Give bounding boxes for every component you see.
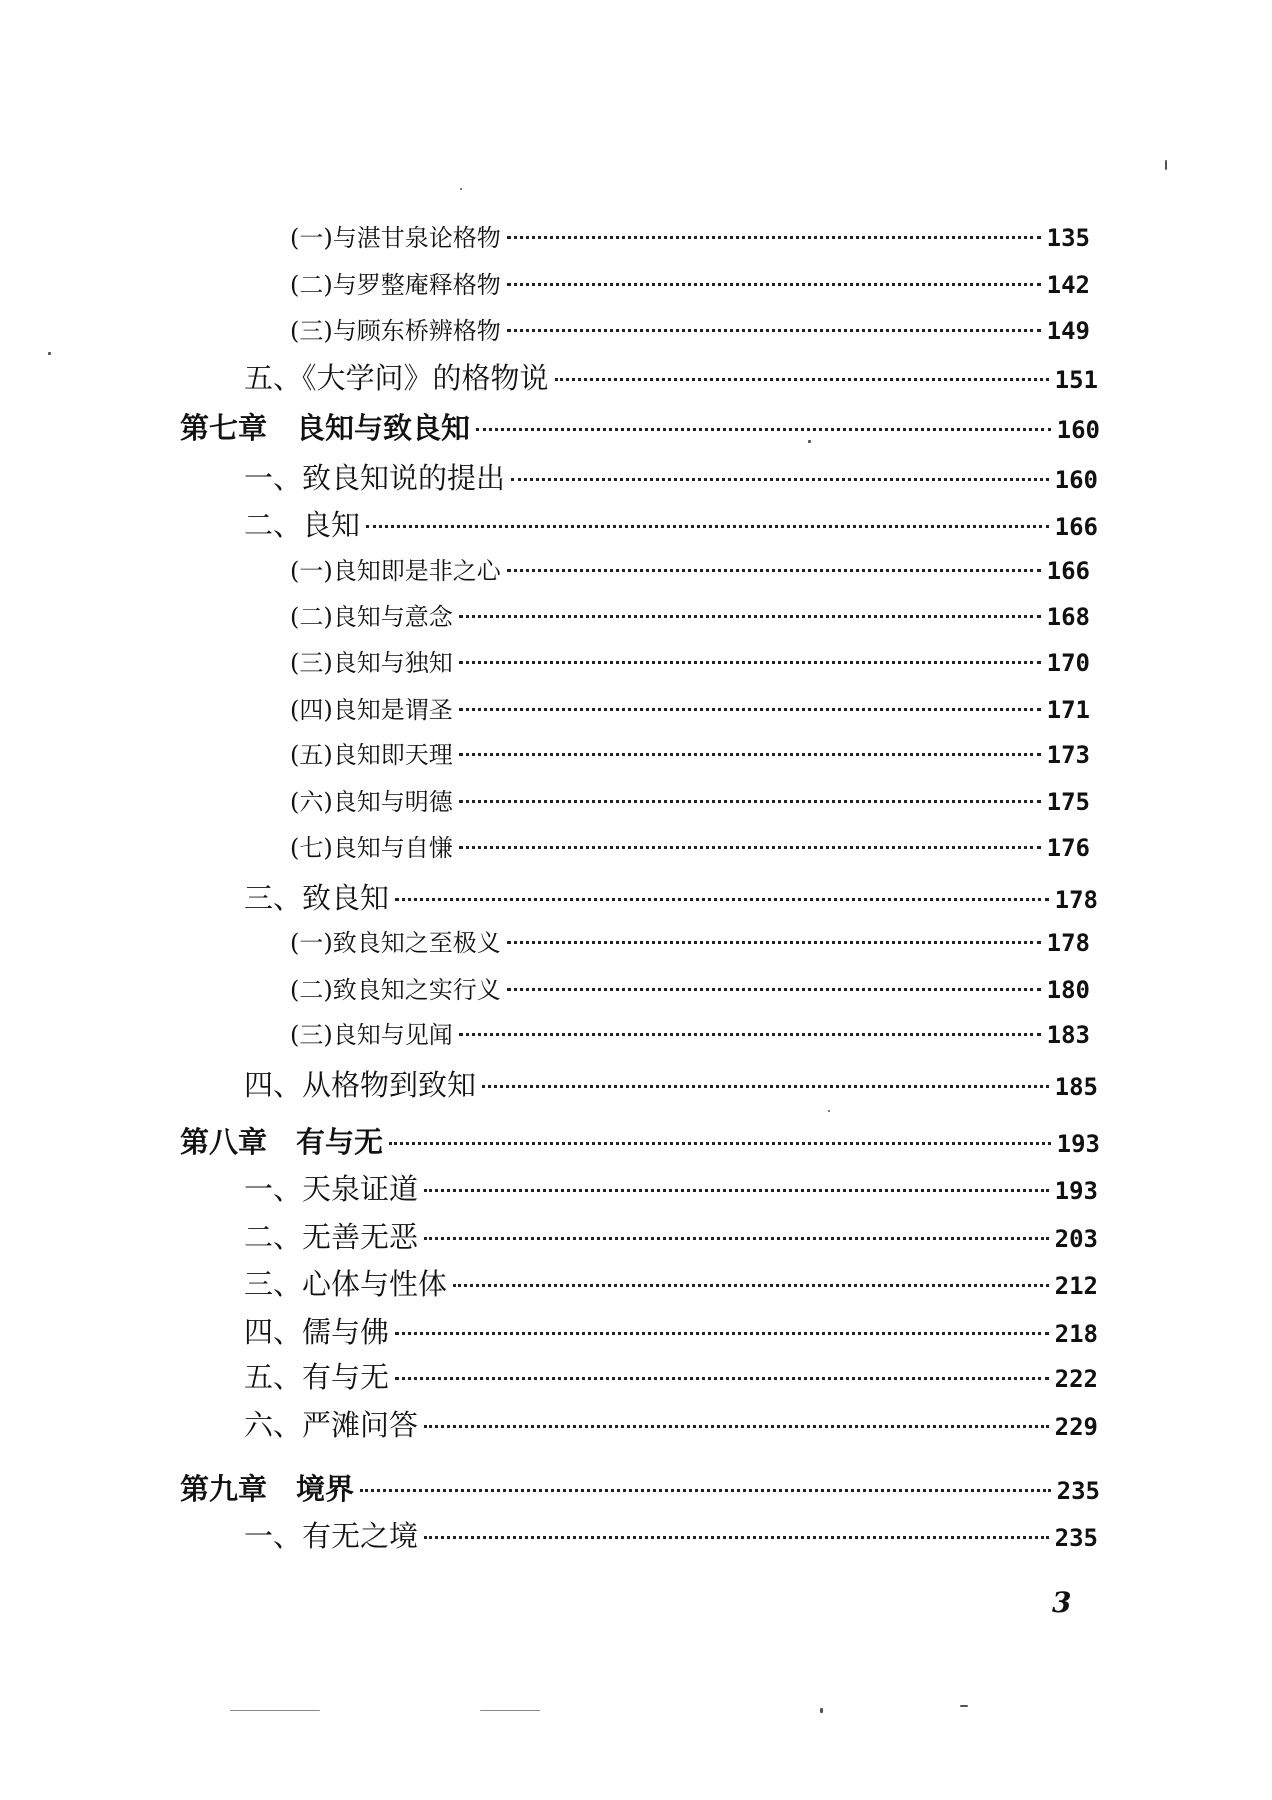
toc-entry-page: 170 — [1046, 649, 1090, 677]
toc-entry-page: 149 — [1046, 317, 1090, 345]
dot-leader — [459, 708, 1041, 711]
toc-entry-page: 193 — [1056, 1130, 1100, 1158]
scan-speck — [960, 1705, 968, 1707]
toc-entry-page: 160 — [1054, 466, 1098, 494]
toc-entry-page: 173 — [1046, 741, 1090, 769]
toc-entry-page: 166 — [1046, 557, 1090, 585]
toc-entry-page: 142 — [1046, 271, 1090, 299]
toc-chapter-entry — [180, 406, 1100, 446]
dot-leader — [424, 1237, 1049, 1240]
dot-leader — [507, 283, 1041, 286]
toc-entry-page: 229 — [1054, 1413, 1098, 1441]
toc-chapter-entry — [180, 1467, 1100, 1507]
toc-entry-page: 175 — [1046, 788, 1090, 816]
toc-entry-title: (一)与湛甘泉论格物 — [290, 224, 501, 252]
dot-leader — [459, 1033, 1041, 1036]
dot-leader — [395, 898, 1049, 901]
toc-entry-title: 五、《大学问》的格物说 — [244, 361, 549, 395]
dot-leader — [459, 661, 1041, 664]
toc-entry-title: (六)良知与明德 — [290, 788, 453, 816]
dot-leader — [424, 1189, 1049, 1192]
dot-leader — [507, 941, 1041, 944]
toc-subsection-entry — [290, 1015, 1090, 1049]
toc-subsection-entry — [290, 218, 1090, 252]
toc-entry-title: 一、有无之境 — [244, 1519, 419, 1553]
toc-entry-title: (五)良知即天理 — [290, 741, 453, 769]
toc-section-entry — [244, 1310, 1098, 1350]
dot-leader — [476, 428, 1051, 431]
toc-subsection-entry — [290, 735, 1090, 769]
dot-leader — [555, 378, 1049, 381]
toc-subsection-entry — [290, 690, 1090, 724]
toc-entry-page: 180 — [1046, 976, 1090, 1004]
toc-subsection-entry — [290, 265, 1090, 299]
toc-entry-title: (三)与顾东桥辨格物 — [290, 317, 501, 345]
toc-entry-page: 235 — [1056, 1477, 1100, 1505]
dot-leader — [395, 1332, 1049, 1335]
toc-chapter-entry — [180, 1120, 1100, 1160]
dot-leader — [507, 988, 1041, 991]
scan-speck — [480, 1710, 540, 1711]
toc-entry-page: 160 — [1056, 416, 1100, 444]
toc-entry-title: (四)良知是谓圣 — [290, 696, 453, 724]
toc-section-entry — [244, 456, 1098, 496]
toc-entry-page: 178 — [1054, 886, 1098, 914]
toc-entry-title: 第七章 良知与致良知 — [180, 411, 471, 445]
toc-subsection-entry — [290, 597, 1090, 631]
toc-entry-title: 五、有与无 — [244, 1360, 390, 1394]
toc-entry-title: (二)致良知之实行义 — [290, 976, 501, 1004]
dot-leader — [424, 1536, 1049, 1539]
dot-leader — [389, 1142, 1051, 1145]
toc-section-entry — [244, 876, 1098, 916]
toc-entry-page: 212 — [1054, 1272, 1098, 1300]
toc-entry-title: 一、天泉证道 — [244, 1172, 419, 1206]
scan-speck — [808, 440, 811, 443]
toc-entry-page: 171 — [1046, 696, 1090, 724]
toc-section-entry — [244, 1215, 1098, 1255]
toc-entry-page: 203 — [1054, 1225, 1098, 1253]
dot-leader — [366, 525, 1049, 528]
toc-entry-title: (二)良知与意念 — [290, 603, 453, 631]
dot-leader — [459, 753, 1041, 756]
toc-entry-title: (一)良知即是非之心 — [290, 557, 501, 585]
page-number: 3 — [1052, 1586, 1072, 1619]
toc-subsection-entry — [290, 923, 1090, 957]
toc-entry-page: 178 — [1046, 929, 1090, 957]
toc-entry-title: 第八章 有与无 — [180, 1125, 384, 1159]
scan-speck — [460, 188, 462, 190]
toc-subsection-entry — [290, 782, 1090, 816]
toc-subsection-entry — [290, 970, 1090, 1004]
scan-speck — [48, 352, 51, 355]
toc-entry-page: 183 — [1046, 1021, 1090, 1049]
toc-entry-page: 218 — [1054, 1320, 1098, 1348]
dot-leader — [395, 1377, 1049, 1380]
toc-section-entry — [244, 1063, 1098, 1103]
toc-section-entry — [244, 1262, 1098, 1302]
dot-leader — [507, 569, 1041, 572]
scan-speck — [230, 1710, 320, 1711]
toc-section-entry — [244, 1403, 1098, 1443]
toc-entry-page: 151 — [1054, 366, 1098, 394]
dot-leader — [482, 1085, 1049, 1088]
dot-leader — [459, 846, 1041, 849]
toc-entry-page: 235 — [1054, 1524, 1098, 1552]
dot-leader — [424, 1425, 1049, 1428]
dot-leader — [507, 329, 1041, 332]
toc-entry-title: 一、致良知说的提出 — [244, 461, 506, 495]
toc-entry-title: 四、儒与佛 — [244, 1315, 390, 1349]
dot-leader — [453, 1284, 1049, 1287]
toc-entry-page: 166 — [1054, 513, 1098, 541]
toc-entry-title: 二、良知 — [244, 508, 361, 542]
scan-speck — [1165, 160, 1167, 170]
toc-entry-title: 四、从格物到致知 — [244, 1068, 477, 1102]
toc-entry-title: 三、致良知 — [244, 881, 390, 915]
toc-section-entry — [244, 1355, 1098, 1395]
toc-entry-title: (一)致良知之至极义 — [290, 929, 501, 957]
toc-entry-title: 第九章 境界 — [180, 1472, 355, 1506]
toc-subsection-entry — [290, 643, 1090, 677]
toc-subsection-entry — [290, 828, 1090, 862]
toc-subsection-entry — [290, 311, 1090, 345]
dot-leader — [459, 800, 1041, 803]
toc-entry-title: 三、心体与性体 — [244, 1267, 448, 1301]
toc-entry-title: 六、严滩问答 — [244, 1408, 419, 1442]
toc-entry-title: (三)良知与见闻 — [290, 1021, 453, 1049]
toc-entry-page: 135 — [1046, 224, 1090, 252]
toc-entry-page: 193 — [1054, 1177, 1098, 1205]
toc-section-entry — [244, 1514, 1098, 1554]
toc-entry-page: 185 — [1054, 1073, 1098, 1101]
toc-entry-title: (七)良知与自慊 — [290, 834, 453, 862]
scan-speck — [820, 1708, 823, 1713]
toc-section-entry — [244, 356, 1098, 396]
toc-entry-title: (二)与罗整庵释格物 — [290, 271, 501, 299]
dot-leader — [511, 478, 1049, 481]
toc-entry-title: (三)良知与独知 — [290, 649, 453, 677]
toc-subsection-entry — [290, 551, 1090, 585]
dot-leader — [360, 1489, 1051, 1492]
toc-entry-title: 二、无善无恶 — [244, 1220, 419, 1254]
toc-entry-page: 176 — [1046, 834, 1090, 862]
dot-leader — [459, 615, 1041, 618]
toc-entry-page: 168 — [1046, 603, 1090, 631]
toc-entry-page: 222 — [1054, 1365, 1098, 1393]
toc-section-entry — [244, 503, 1098, 543]
dot-leader — [507, 236, 1041, 239]
toc-section-entry — [244, 1167, 1098, 1207]
scan-speck — [828, 1110, 830, 1112]
